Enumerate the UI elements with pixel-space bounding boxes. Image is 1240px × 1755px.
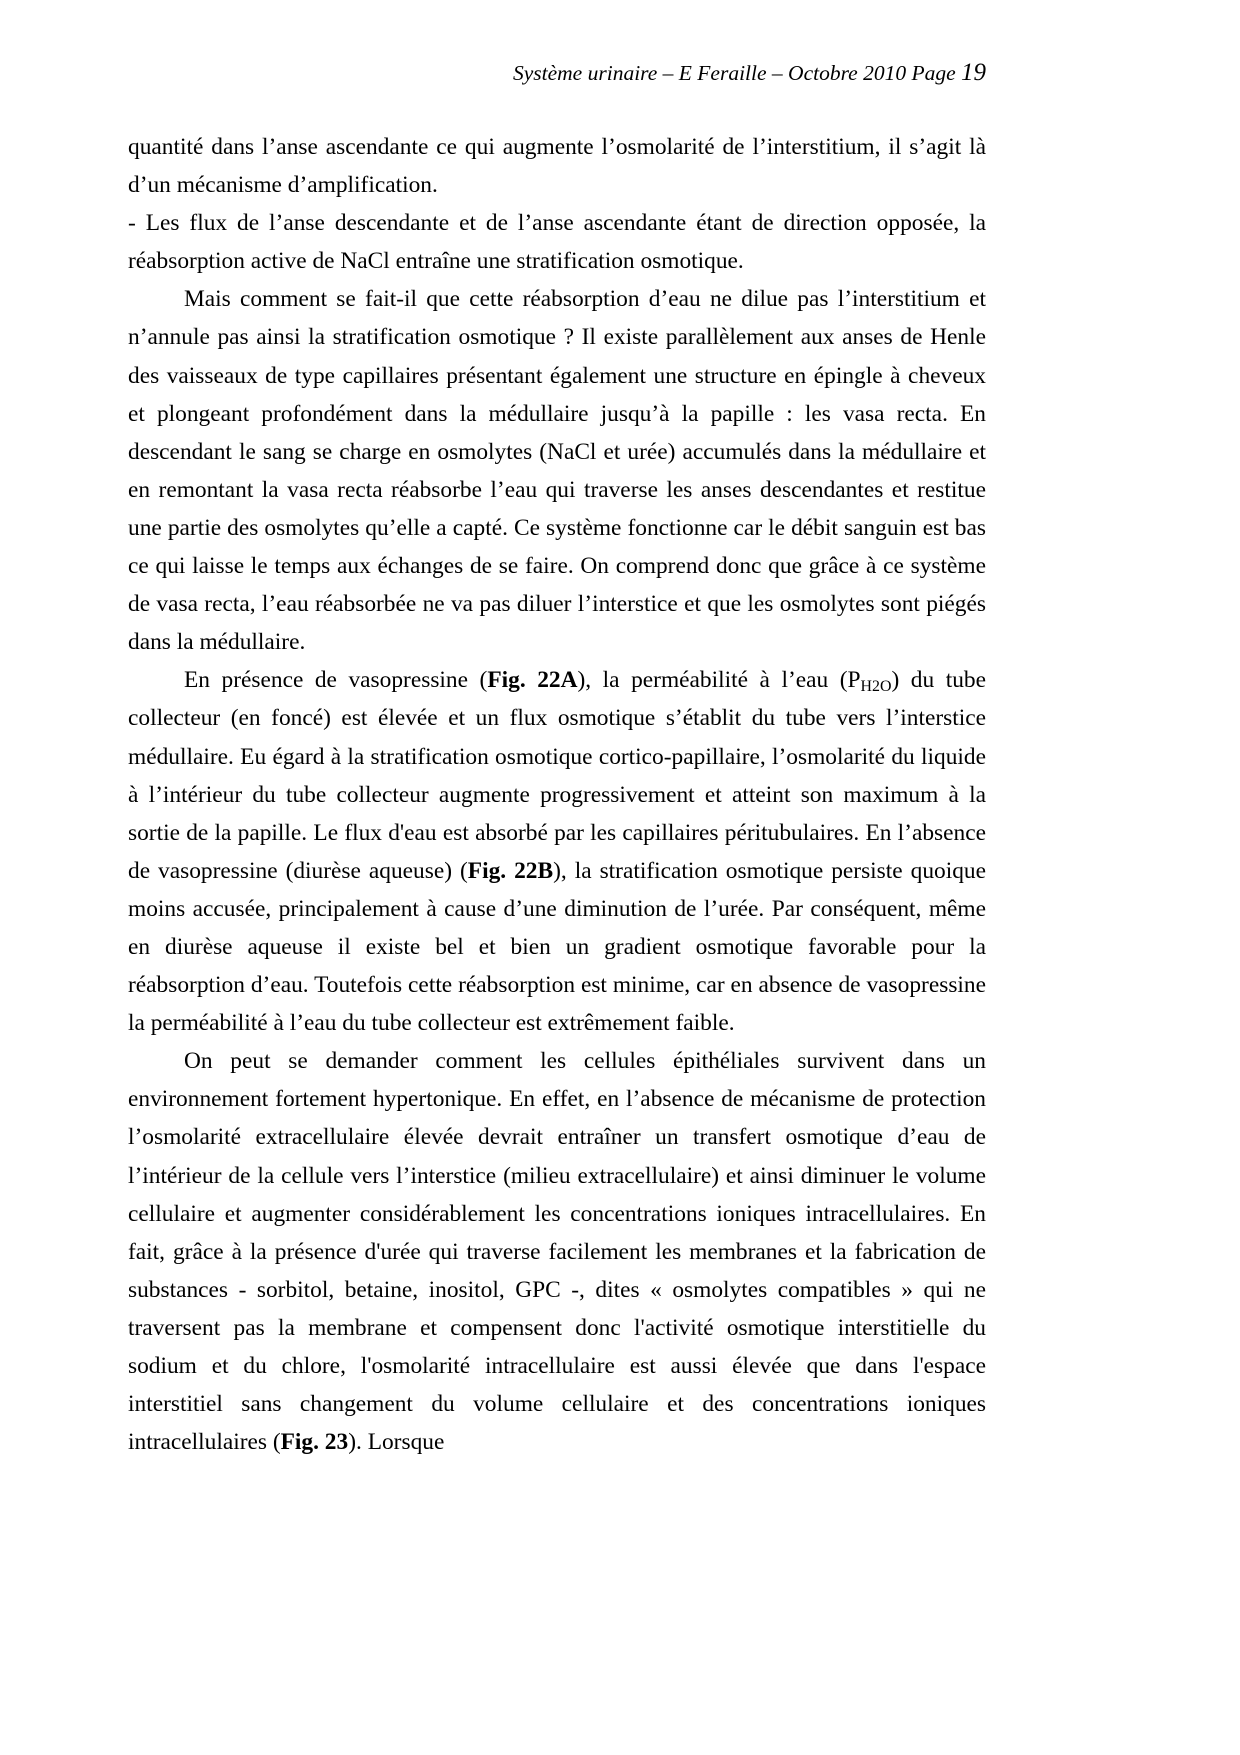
page-number: 19 (961, 59, 986, 86)
body-text-column (128, 128, 986, 1461)
paragraph: Mais comment se fait-il que cette réabsorption d’eau ne dilue pas l’interstitium et n’annule pas ainsi la stratification osmotique ? Il existe parallèlement aux anses de Henle des vaisseaux de type capillaires présentant également une structure en épingle à cheveux et plongeant profondément dans la médullaire jusqu’à la papille : les vasa recta. En descendant le sang se charge en osmolytes (NaCl et urée) accumulés dans la médullaire et en remontant la vasa recta réabsorbe l’eau qui traverse les anses descendantes et restitue une partie des osmolytes qu’elle a capté. Ce système fonctionne car le débit sanguin est bas ce qui laisse le temps aux échanges de se faire. On comprend donc que grâce à ce système de vasa recta, l’eau réabsorbée ne va pas diluer l’interstice et que les osmolytes sont piégés dans la médullaire. (128, 286, 986, 656)
paragraph: quantité dans l’anse ascendante ce qui augmente l’osmolarité de l’interstitium, il s’agit là d’un mécanisme d’amplification. (128, 134, 986, 199)
page-header (128, 58, 986, 88)
header-title: Système urinaire – E Feraille – Octobre 2010 Page (512, 61, 961, 85)
paragraph: En présence de vasopressine (Fig. 22A), la perméabilité à l’eau $(P_{H2O})$ du tube collecteur (en foncé) est élevée et un flux osmotique s’établit du tube vers l’interstice médullaire. Eu égard à la stratification osmotique cortico-papillaire, l’osmolarité du liquide à l’intérieur du tube collecteur augmente progressivement et atteint son maximum à la sortie de la papille. Le flux d'eau est absorbé par les capillaires péritubulaires. En l’absence de vasopressine (diurèse aqueuse) (Fig. 22B), la stratification osmotique persiste quoique moins accusée, principalement à cause d’une diminution de l’urée. Par conséquent, même en diurèse aqueuse il existe bel et bien un gradient osmotique favorable pour la réabsorption d’eau. Toutefois cette réabsorption est minime, car en absence de vasopressine la perméabilité à l’eau du tube collecteur est extrêmement faible. (128, 667, 986, 1037)
paragraph: - Les flux de l’anse descendante et de l’anse ascendante étant de direction opposée, la réabsorption active de NaCl entraîne une stratification osmotique. (128, 210, 986, 275)
paragraph: On peut se demander comment les cellules épithéliales survivent dans un environnement fortement hypertonique. En effet, en l’absence de mécanisme de protection l’osmolarité extracellulaire élevée devrait entraîner un transfert osmotique d’eau de l’intérieur de la cellule vers l’interstice (milieu extracellulaire) et ainsi diminuer le volume cellulaire et augmenter considérablement les concentrations ioniques intracellulaires. En fait, grâce à la présence d'urée qui traverse facilement les membranes et la fabrication de substances - sorbitol, betaine, inositol, GPC -, dites « osmolytes compatibles » qui ne traversent pas la membrane et compensent donc l'activité osmotique interstitielle du sodium et du chlore, l'osmolarité intracellulaire est aussi élevée que dans l'espace interstitiel sans changement du volume cellulaire et des concentrations ioniques intracellulaires (Fig. 23). Lorsque (128, 1048, 986, 1456)
